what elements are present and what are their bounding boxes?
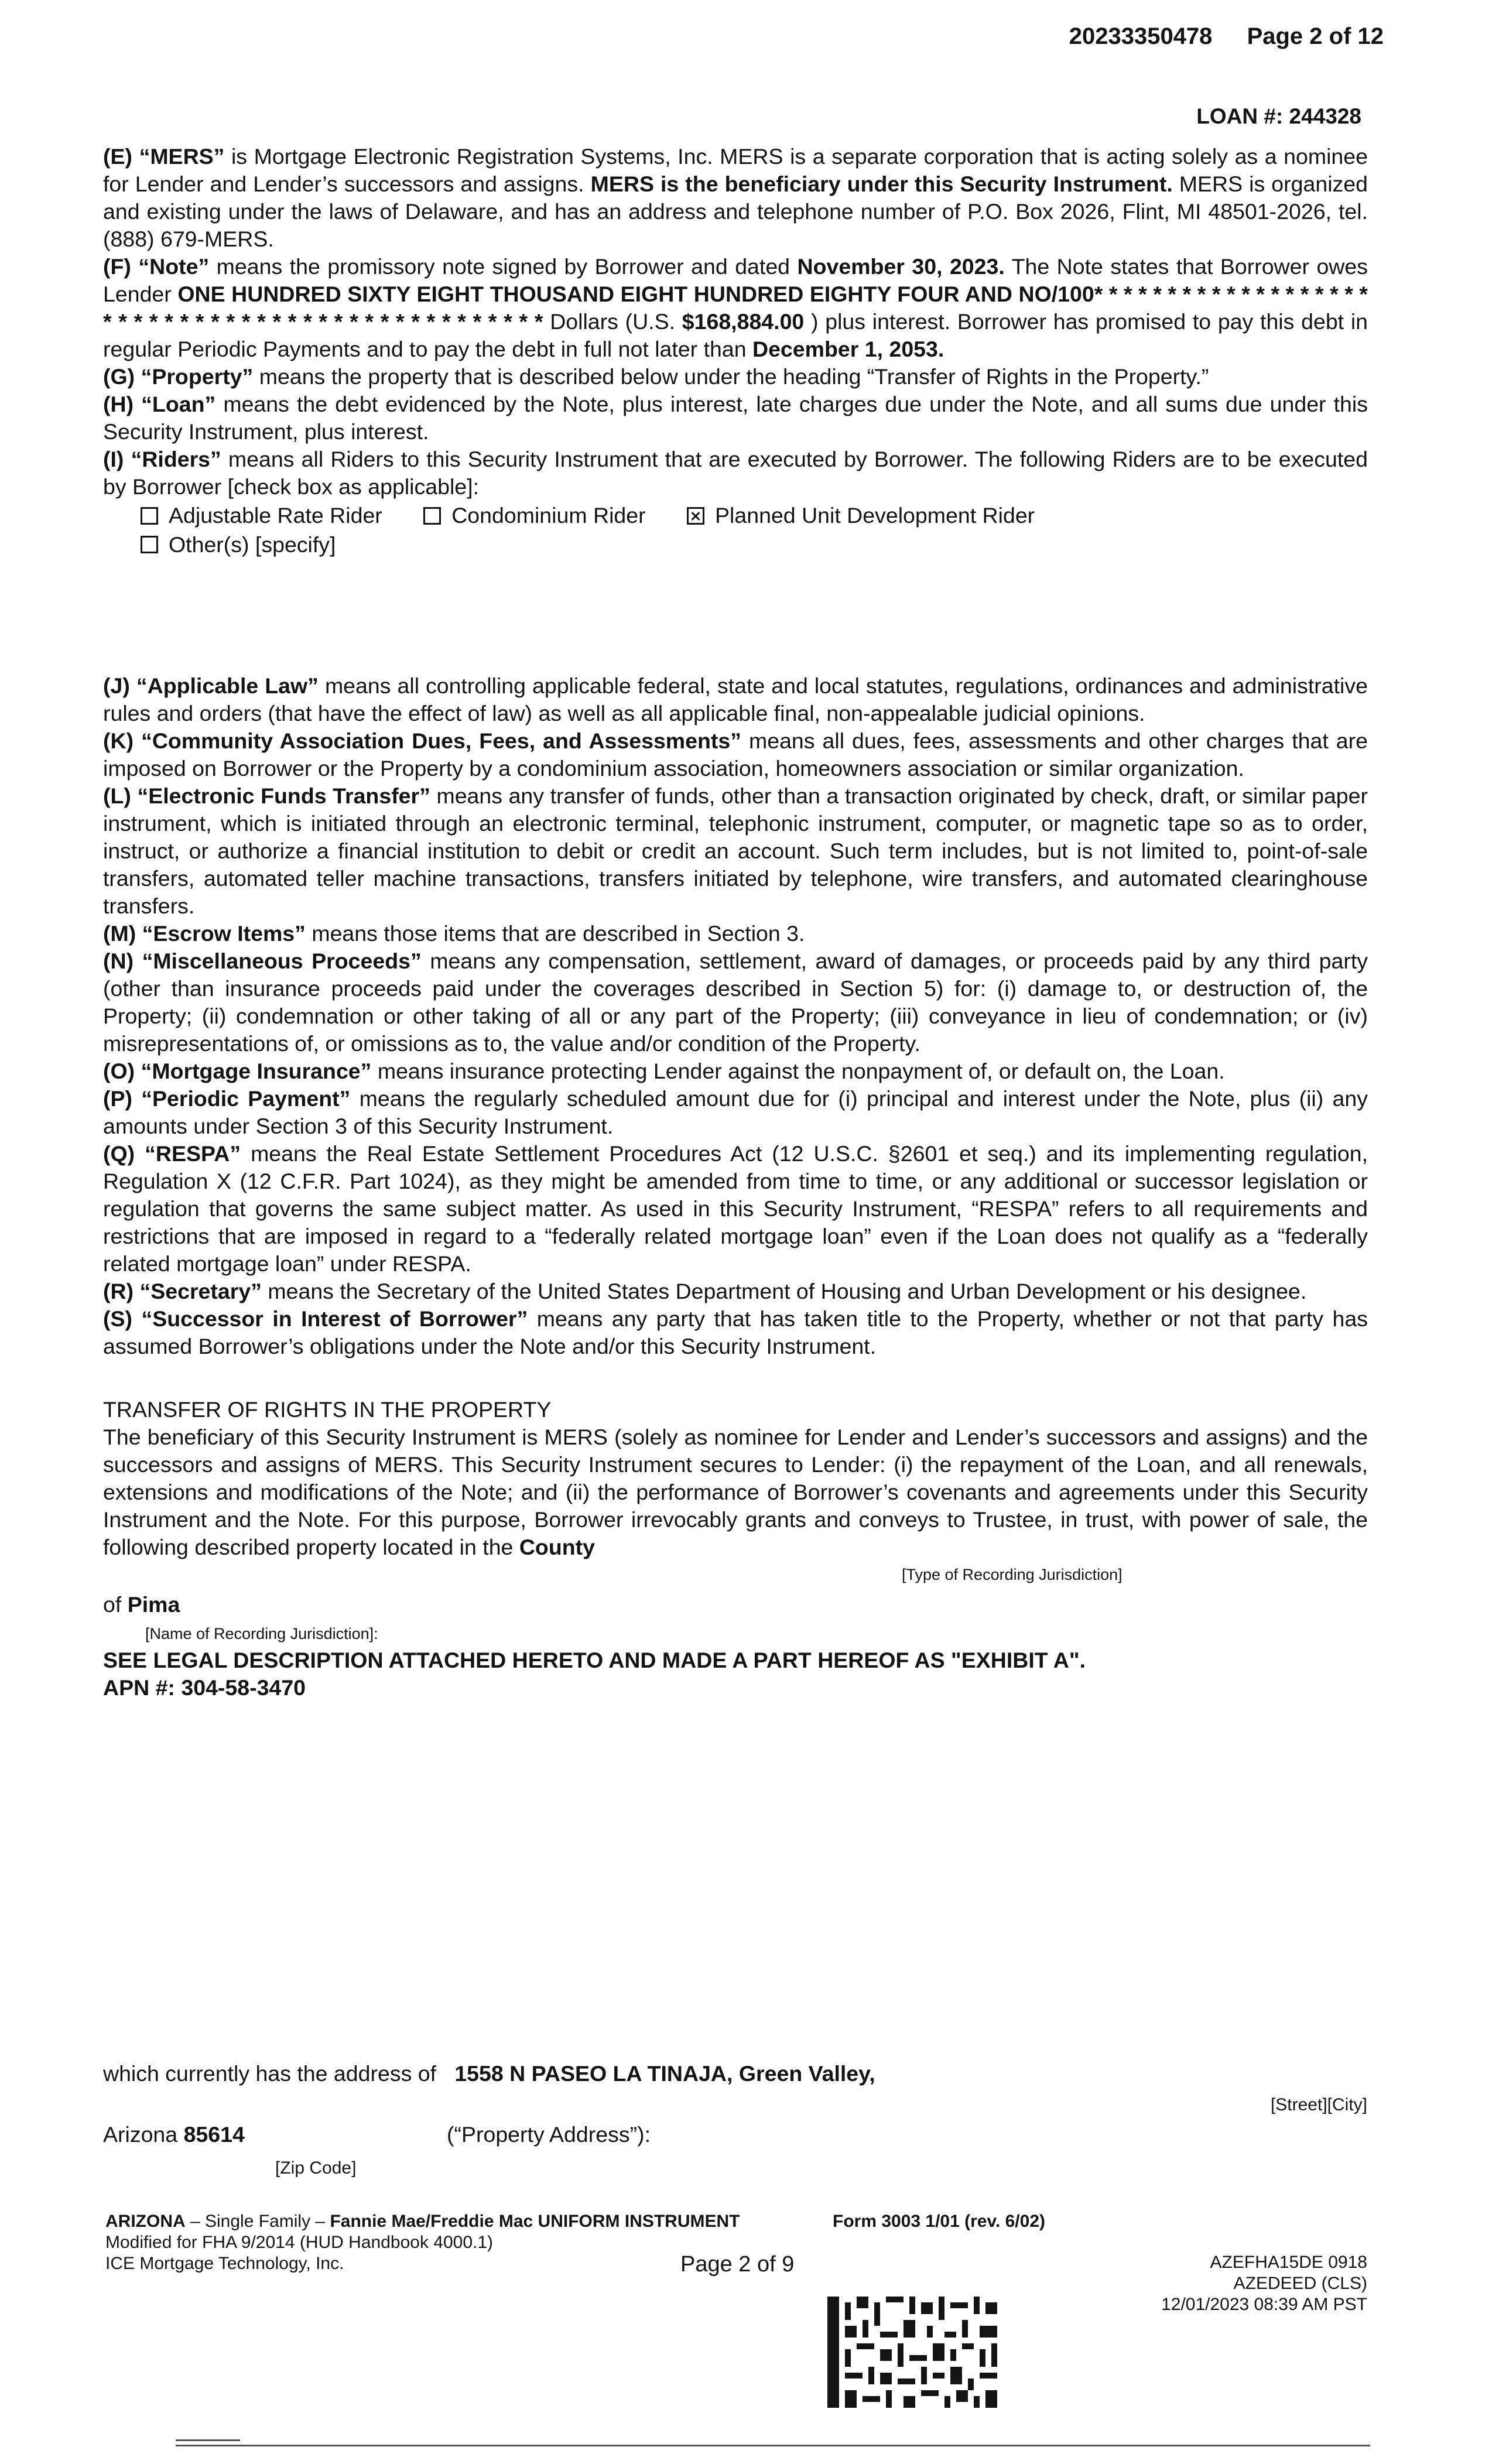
loan-number: LOAN #: 244328 xyxy=(1196,104,1361,128)
checkbox-empty-icon[interactable] xyxy=(423,507,441,525)
recording-number: 20233350478 xyxy=(1069,23,1213,49)
rider-condominium[interactable]: Condominium Rider xyxy=(423,502,645,529)
definitions-block-2 xyxy=(103,672,1368,1360)
rider-checklist xyxy=(141,502,1368,560)
section-r: (R) “Secretary” means the Secretary of the United States Department of Housing and Urban Development or his designee. xyxy=(103,1279,1307,1303)
zip-caption: [Zip Code] xyxy=(275,2158,357,2178)
section-f: (F) “Note” means the promissory note signed by Borrower and dated November 30, 2023. The Note states that Borrower owes Lender ONE HUNDRED SIXTY EIGHT THOUSAND EIGHT HUNDRED EIGHTY FOUR AND NO/100* * * * * * * * * * * * * * * * * * * * * * * * * * * * * * * * * * * * * * * * * * * * * * * * Dollars (U.S. $168,884.00 ) plus interest. Borrower has promised to pay this debt in regular Periodic Payments and to pay the debt in full not later than December 1, 2053. xyxy=(103,254,1368,361)
section-q: (Q) “RESPA” means the Real Estate Settlement Procedures Act (12 U.S.C. §2601 et seq.) and its implementing regulation, Regulation X (12 C.F.R. Part 1024), as they might be amended from time to time, or any additional or successor legislation or regulation that governs the same subject matter. As used in this Security Instrument, “RESPA” refers to all requirements and restrictions that are imposed in regard to a “federally related mortgage loan” even if the Loan does not qualify as a “federally related mortgage loan” under RESPA. xyxy=(103,1141,1368,1276)
transfer-block xyxy=(103,1396,1368,1561)
jurisdiction-name: Pima xyxy=(127,1592,180,1617)
section-k: (K) “Community Association Dues, Fees, and Assessments” means all dues, fees, assessments and other charges that are imposed on Borrower or the Property by a condominium association, homeowners association or similar organization. xyxy=(103,728,1368,781)
section-p: (P) “Periodic Payment” means the regularly scheduled amount due for (i) principal and interest under the Note, plus (ii) any amounts under Section 3 of this Security Instrument. xyxy=(103,1086,1368,1138)
property-address-label: (“Property Address”): xyxy=(447,2122,651,2147)
page-indicator: Page 2 of 12 xyxy=(1247,23,1384,49)
section-j: (J) “Applicable Law” means all controlling applicable federal, state and local statutes, regulations, ordinances and administrative rules and orders (that have the effect of law) as well as all applicable final, non-appealable judicial opinions. xyxy=(103,673,1368,725)
jurisdiction-name-caption: [Name of Recording Jurisdiction]: xyxy=(145,1625,378,1642)
section-s: (S) “Successor in Interest of Borrower” means any party that has taken title to the Property, whether or not that party has assumed Borrower’s obligations under the Note and/or this Security Instrument. xyxy=(103,1306,1368,1358)
form-number: Form 3003 1/01 (rev. 6/02) xyxy=(833,2212,1045,2231)
page-edge-line xyxy=(176,2445,1370,2446)
transfer-text: The beneficiary of this Security Instrument is MERS (solely as nominee for Lender and Lender’s successors and assigns) and the successors and assigns of MERS. This Security Instrument secures to Lender: (i) the repayment of the Loan, and all renewals, extensions and modifications of the Note; and (ii) the performance of Borrower’s covenants and agreements under this Security Instrument and the Note. For this purpose, Borrower irrevocably grants and conveys to Trustee, in trust, with power of sale, the following described property located in the County xyxy=(103,1425,1368,1559)
section-e: (E) “MERS” is Mortgage Electronic Registration Systems, Inc. MERS is a separate corporation that is acting solely as a nominee for Lender and Lender’s successors and assigns. MERS is the beneficiary under this Security Instrument. MERS is organized and existing under the laws of Delaware, and has an address and telephone number of P.O. Box 2026, Flint, MI 48501-2026, tel. (888) 679-MERS. xyxy=(103,144,1368,251)
street-city: 1558 N PASEO LA TINAJA, Green Valley, xyxy=(454,2061,875,2086)
page-edge-line xyxy=(176,2439,240,2441)
section-m: (M) “Escrow Items” means those items that are described in Section 3. xyxy=(103,921,805,946)
rider-adjustable-rate[interactable]: Adjustable Rate Rider xyxy=(141,502,382,529)
rider-other[interactable]: Other(s) [specify] xyxy=(141,531,336,559)
address-line: which currently has the address of 1558 N PASEO LA TINAJA, Green Valley, xyxy=(103,2061,875,2086)
section-l: (L) “Electronic Funds Transfer” means any transfer of funds, other than a transaction originated by check, draft, or similar paper instrument, which is initiated through an electronic terminal, telephonic instrument, computer, or magnetic tape so as to order, instruct, or authorize a financial institution to debit or credit an account. Such term includes, but is not limited to, point-of-sale transfers, automated teller machine transactions, transfers initiated by telephone, wire transfers, and automated clearinghouse transfers. xyxy=(103,783,1368,918)
checkbox-checked-icon[interactable] xyxy=(687,507,704,525)
section-o: (O) “Mortgage Insurance” means insurance protecting Lender against the nonpayment of, or default on, the Loan. xyxy=(103,1059,1225,1083)
section-i: (I) “Riders” means all Riders to this Security Instrument that are executed by Borrower. The following Riders are to be executed by Borrower [check box as applicable]: xyxy=(103,447,1368,499)
legal-description: SEE LEGAL DESCRIPTION ATTACHED HERETO AND MADE A PART HEREOF AS "EXHIBIT A". APN #: 304-58-3470 xyxy=(103,1647,1368,1702)
checkbox-empty-icon[interactable] xyxy=(141,507,158,525)
footer-codes: AZEFHA15DE 0918 AZEDEED (CLS) 12/01/2023 08:39 AM PST xyxy=(1161,2253,1367,2314)
page-header xyxy=(1069,23,1384,50)
street-city-caption: [Street][City] xyxy=(1270,2095,1367,2114)
checkbox-empty-icon[interactable] xyxy=(141,536,158,553)
jurisdiction-name-line: of Pima xyxy=(103,1592,180,1617)
jurisdiction-type: County xyxy=(519,1535,595,1559)
jurisdiction-type-caption: [Type of Recording Jurisdiction] xyxy=(902,1566,1122,1583)
apn-line: APN #: 304-58-3470 xyxy=(103,1675,306,1700)
section-n: (N) “Miscellaneous Proceeds” means any compensation, settlement, award of damages, or proceeds paid by any third party (other than insurance proceeds paid under the coverages described in Section 5) for: (i) damage to, or destruction of, the Property; (ii) condemnation or other taking of all or any part of the Property; (iii) conveyance in lieu of condemnation; or (iv) misrepresentations of, or omissions as to, the value and/or condition of the Property. xyxy=(103,949,1368,1056)
footer-page: Page 2 of 9 xyxy=(680,2252,795,2277)
rider-planned-unit[interactable]: Planned Unit Development Rider xyxy=(687,502,1035,529)
barcode-icon xyxy=(827,2297,1003,2408)
section-g: (G) “Property” means the property that is described below under the heading “Transfer of Rights in the Property.” xyxy=(103,364,1209,389)
transfer-heading: TRANSFER OF RIGHTS IN THE PROPERTY xyxy=(103,1397,552,1422)
definitions-block-1 xyxy=(103,143,1368,560)
section-h: (H) “Loan” means the debt evidenced by the Note, plus interest, late charges due under the Note, and all sums due under this Security Instrument, plus interest. xyxy=(103,392,1368,444)
zip-code: 85614 xyxy=(183,2122,245,2147)
state-zip-line: Arizona 85614 xyxy=(103,2122,245,2147)
form-footer: ARIZONA – Single Family – Fannie Mae/Freddie Mac UNIFORM INSTRUMENT Modified for FHA 9/2014 (HUD Handbook 4000.1) ICE Mortgage Technology, Inc. xyxy=(105,2212,740,2273)
